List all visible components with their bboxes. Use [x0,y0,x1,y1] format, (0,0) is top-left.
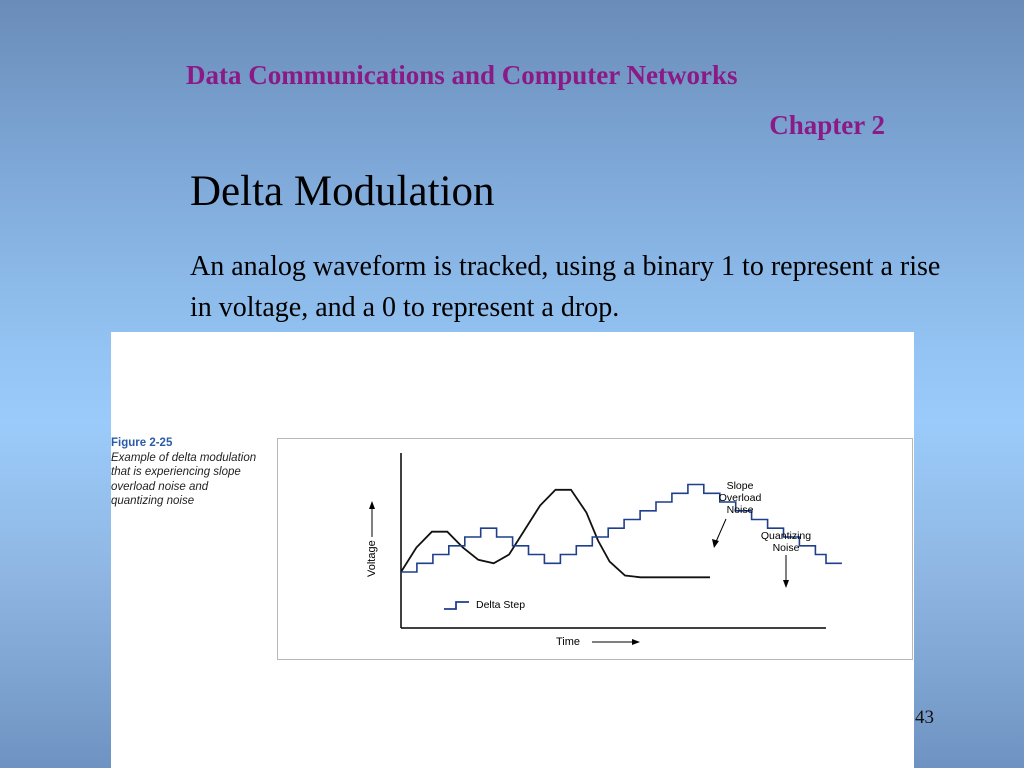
x-axis-arrow-head [632,639,640,645]
figure-label: Figure 2-25 [111,437,173,449]
delta-staircase [401,485,842,573]
quantizing-line-2: Noise [772,542,800,554]
delta-staircase-line [401,485,842,573]
slope-overload-line-3: Noise [726,504,754,516]
legend-step-icon [444,602,469,609]
slope-overload-annotation [712,480,761,548]
legend-label: Delta Step [476,599,526,611]
slope-overload-line-2: Overload [718,492,762,504]
analog-waveform-line [401,490,710,578]
slope-overload-arrow-head [712,539,719,548]
figure-caption-text: Example of delta modulation that is experiencing slope overload noise and quantizing noise [111,451,257,507]
slope-overload-arrow [715,519,726,544]
x-axis-label-group [556,636,640,648]
y-axis-label-group [366,501,378,577]
quantizing-arrow-head [783,580,789,588]
chapter-label: Chapter 2 [769,110,885,140]
slide-body-text: An analog waveform is tracked, using a binary 1 to represent a rise in voltage, and a 0 to represent a drop. [190,251,941,323]
course-title: Data Communications and Computer Networks [186,60,738,90]
slope-overload-line-1: Slope [726,480,754,492]
delta-modulation-plot [278,439,914,661]
legend [444,599,525,611]
slide-title: Delta Modulation [190,168,495,215]
quantizing-line-1: Quantizing [760,530,812,542]
figure-panel [111,332,914,768]
page-number: 43 [915,707,934,728]
y-axis-arrow-head [369,501,375,509]
analog-waveform [401,490,710,578]
x-axis-label: Time [556,636,581,648]
figure-caption [111,436,261,509]
plot-frame [277,438,913,660]
y-axis-label: Voltage [366,540,378,577]
quantizing-noise-annotation [761,530,811,588]
